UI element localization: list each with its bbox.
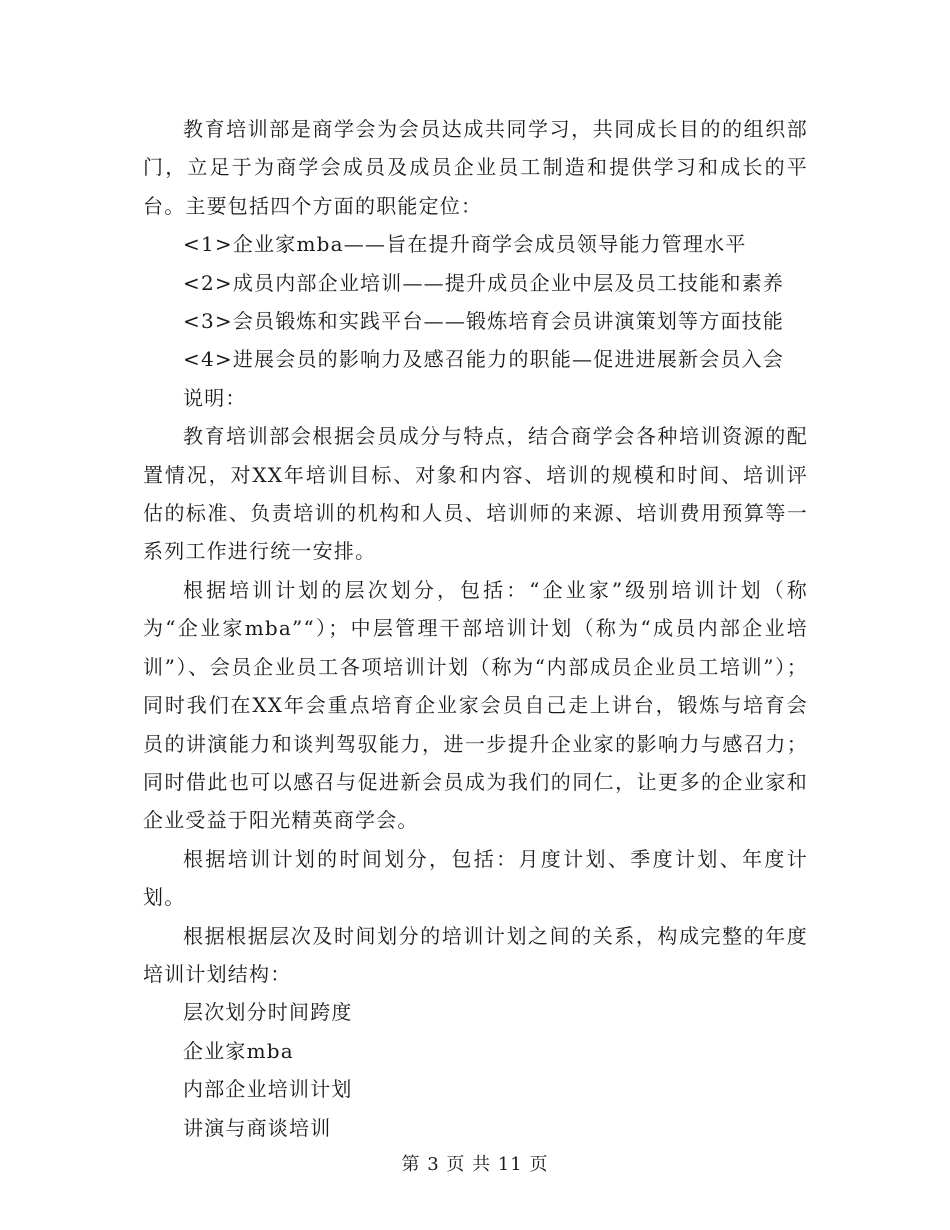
paragraph-intro: 教育培训部是商学会为会员达成共同学习，共同成长目的的组织部门，立足于为商学会成员及成员企业员工制造和提供学习和成长的平台。主要包括四个方面的职能定位：: [143, 117, 808, 218]
paragraph-structure: 根据根据层次及时间划分的培训计划之间的关系，构成完整的年度培训计划结构：: [143, 923, 808, 986]
page-number-footer: 第 3 页 共 11 页: [401, 1154, 549, 1175]
list-item-function-4: <4>进展会员的影响力及感召能力的职能—促进进展新会员入会: [183, 347, 785, 372]
paragraph-level-division: 根据培训计划的层次划分，包括：“企业家”级别培训计划（称为“企业家mba”“）；中层管理干部培训计划（称为“成员内部企业培训”）、会员企业员工各项培训计划（称为“内部成员企业员工培训”）；同时我们在XX年会重点培育企业家会员自己走上讲台，锻炼与培育会员的讲演能力和谈判驾驭能力，进一步提升企业家的影响力与感召力；同时借此也可以感召与促进新会员成为我们的同仁，让更多的企业家和企业受益于阳光精英商学会。: [143, 577, 808, 833]
list-item-function-2: <2>成员内部企业培训——提升成员企业中层及员工技能和素养: [183, 270, 785, 295]
paragraph-arrangement: 教育培训部会根据会员成分与特点，结合商学会各种培训资源的配置情况，对XX年培训目标、对象和内容、培训的规模和时间、培训评估的标准、负责培训的机构和人员、培训师的来源、培训费用预算等一系列工作进行统一安排。: [143, 424, 808, 564]
list-item-structure-4: 讲演与商谈培训: [183, 1115, 332, 1140]
list-item-function-1: <1>企业家mba——旨在提升商学会成员领导能力管理水平: [183, 232, 747, 257]
list-item-function-3: <3>会员锻炼和实践平台——锻炼培育会员讲演策划等方面技能: [183, 309, 785, 334]
list-item-structure-3: 内部企业培训计划: [183, 1077, 353, 1102]
list-item-structure-1: 层次划分时间跨度: [183, 1000, 353, 1025]
section-label-explanation: 说明：: [183, 385, 247, 410]
document-body: [143, 110, 808, 1147]
list-item-structure-2: 企业家mba: [183, 1038, 294, 1063]
paragraph-time-division: 根据培训计划的时间划分，包括：月度计划、季度计划、年度计划。: [143, 846, 808, 910]
